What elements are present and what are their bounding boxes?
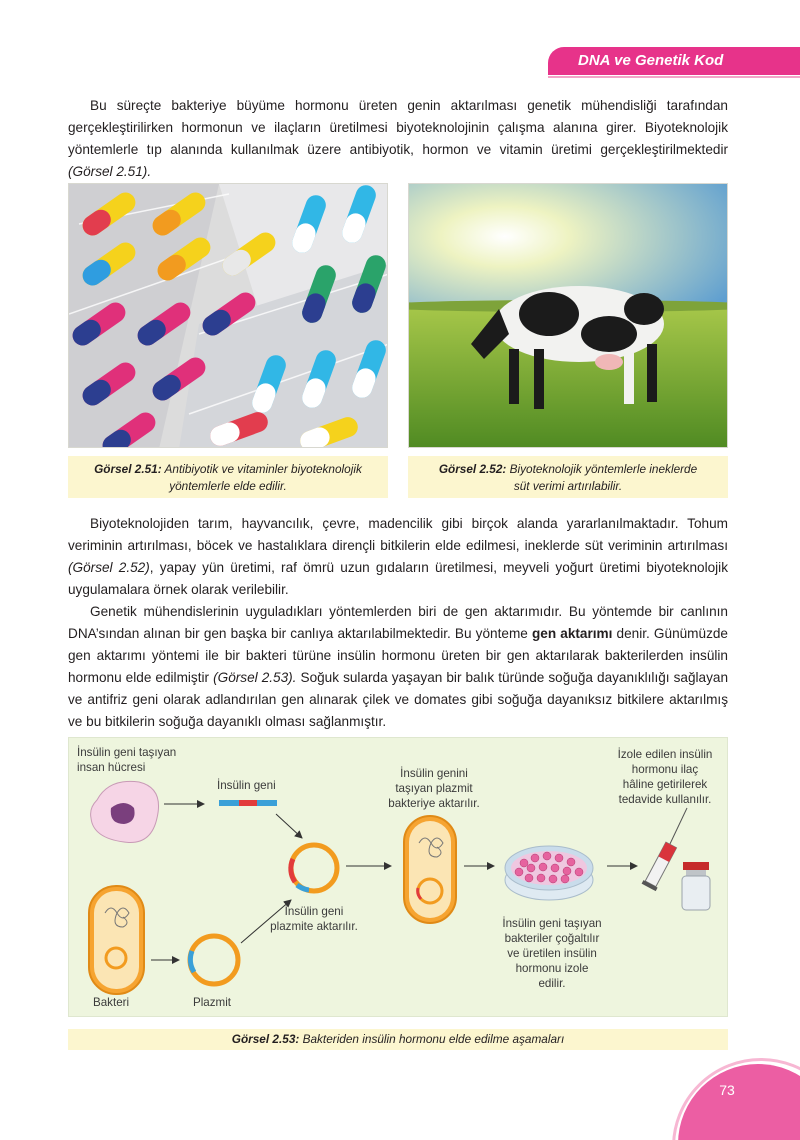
pills-photo [68,183,388,448]
label-human-cell-line2: insan hücresi [77,761,146,774]
label-human-cell-line1: İnsülin geni taşıyan [77,746,177,759]
human-cell-icon [91,781,159,842]
cow-photo [408,183,728,448]
bacterium-icon [89,886,144,994]
label-bacterium: Bakteri [93,996,130,1009]
recombinant-plasmid-icon [291,845,337,891]
label-gene-to-plasmid-line2: plazmite aktarılır. [270,920,358,933]
recombinant-bacterium-icon [404,816,456,923]
plasmid-icon [190,936,238,984]
label-insulin-gene: İnsülin geni [217,779,276,792]
label-drug-line3: hâline getirilerek [622,778,708,791]
figure-ref-2-52: (Görsel 2.52) [68,560,150,575]
paragraph-2-text-a: Biyoteknolojiden tarım, hayvancılık, çevre, madencilik gibi birçok alanda yararlanılmaktadır. Tohum veriminin artırılması, böcek ve hastalıklara dirençli bitkilerin elde edilmesi, ineklerde süt veriminin artırılması [68,516,728,553]
label-plasmid-transfer-line2: taşıyan plazmit [395,782,473,795]
term-gen-aktarimi: gen aktarımı [531,626,613,641]
label-drug-line2: hormonu ilaç [631,763,699,776]
paragraph-1 [68,95,728,183]
label-multiply-line5: edilir. [538,977,566,990]
caption-2-51-label: Görsel 2.51: [94,462,162,476]
label-plasmid-transfer-line3: bakteriye aktarılır. [388,797,480,810]
paragraph-3-text-a: Genetik mühendislerinin uyguladıkları yöntemlerden biri de gen aktarımıdır. Bu yöntemde bir canlının DNA’sından alınan bir gen başka bir canlıya aktarılabilmektedir. Bu yönteme [68,604,728,641]
figure-ref-2-53: (Görsel 2.53). [213,670,297,685]
paragraph-3-text-c: Soğuk sularda yaşayan bir balık türünde soğuğa dayanıklılığı sağlayan ve antifriz geni olarak adlandırılan gen alınarak çilek ve domates gibi soğuğa dayanıksız bitkilere aktarılmış ve bu bitkilerin soğuğa dayanıklı olması sağlanmıştır. [68,670,729,729]
insulin-vial-icon [642,808,710,910]
chapter-tab [548,47,800,75]
caption-2-52-line2: süt verimi artırılabilir. [513,479,623,493]
caption-2-51-line1: Antibiyotik ve vitaminler biyoteknolojik [164,462,362,476]
caption-2-53-text: Bakteriden insülin hormonu elde edilme aşamaları [302,1032,565,1046]
paragraph-3-text-b: denir. Günümüzde gen aktarımı yöntemi ile bir bakteri türüne insülin hormonu üreten bir gen aktarılarak bakterilerden insülin hormonu elde edilmiştir [68,626,728,685]
caption-2-53 [68,1029,728,1050]
caption-2-51 [68,456,388,498]
chapter-title: DNA ve Genetik Kod [578,52,724,69]
page-number-badge [678,1064,800,1140]
label-multiply-line4: hormonu izole [515,962,589,975]
paragraph-3 [68,601,728,733]
paragraph-2-text-b: , yapay yün üretimi, raf ömrü uzun gıdaların üretilmesi, meyveli yoğurt üretimi biyoteknolojik uygulamalara örnek olarak verilebilir. [68,560,728,597]
label-drug-line4: tedavide kullanılır. [618,793,712,806]
label-drug [604,747,726,807]
caption-2-53-label: Görsel 2.53: [231,1032,300,1046]
label-multiply-line1: İnsülin geni taşıyan [502,917,602,930]
caption-2-52-line1: Biyoteknolojik yöntemlerle ineklerde [509,462,698,476]
insulin-gene-icon [219,800,277,806]
caption-2-52-label: Görsel 2.52: [438,462,507,476]
caption-2-51-line2: yöntemlerle elde edilir. [169,479,287,493]
label-multiply [487,916,617,991]
label-gene-to-plasmid-line1: İnsülin geni [284,905,344,918]
label-human-cell [77,745,176,775]
insulin-diagram [68,737,728,1017]
petri-dish-icon [505,846,593,900]
label-drug-line1: İzole edilen insülin [617,748,713,761]
label-multiply-line2: bakteriler çoğaltılır [504,932,600,945]
paragraph-1-text: Bu süreçte bakteriye büyüme hormonu üreten genin aktarılması genetik mühendisliği tarafından gerçekleştirilirken hormonun ve ilaçların üretilmesi biyoteknolojinin çalışma alanına girer. Biyoteknolojik yöntemlerle tıp alanında kullanılmak üzere antibiyotik, hormon ve vitamin üretimi gerçekleştirilmektedir [68,98,728,157]
paragraph-2 [68,513,728,601]
label-gene-to-plasmid [259,904,369,934]
page-number: 73 [719,1082,735,1098]
label-plasmid-transfer-line1: İnsülin genini [400,767,468,780]
label-plasmid-transfer [369,766,499,811]
label-plasmid: Plazmit [193,996,232,1009]
caption-2-52 [408,456,728,498]
label-multiply-line3: ve üretilen insülin [507,947,597,960]
figure-ref-2-51: (Görsel 2.51). [68,164,152,179]
